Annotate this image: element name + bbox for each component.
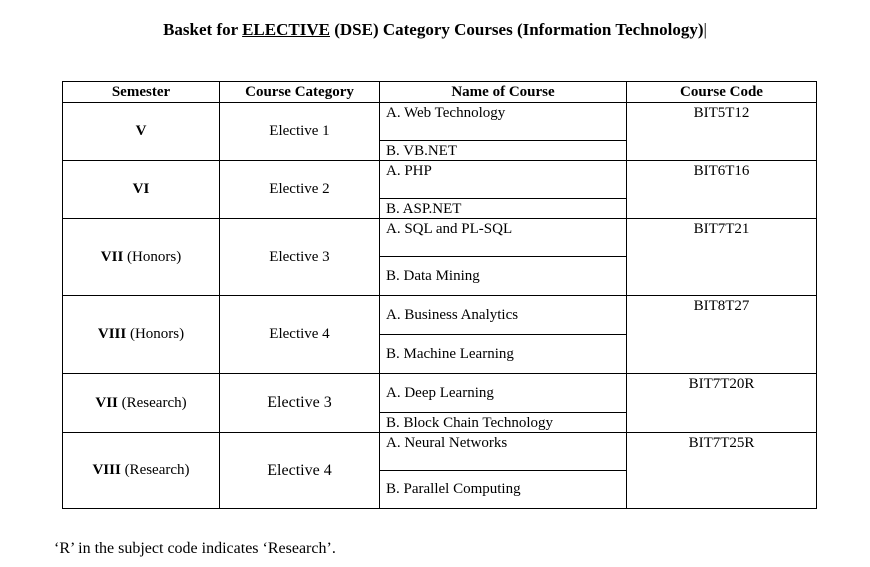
semester-qualifier: (Honors): [126, 326, 185, 342]
title-prefix: Basket for: [163, 20, 243, 39]
category-cell: Elective 2: [220, 161, 380, 219]
course-option-a: A. SQL and PL-SQL: [380, 219, 627, 257]
course-code-cell: BIT5T12: [627, 103, 817, 161]
course-option-a: A. Web Technology: [380, 103, 627, 141]
semester-numeral: VI: [132, 181, 150, 197]
semester-qualifier: (Honors): [123, 248, 182, 265]
semester-qualifier: (Research): [117, 394, 187, 411]
semester-numeral: V: [135, 123, 147, 139]
semester-numeral: VIII: [97, 326, 127, 342]
elective-courses-table: [62, 81, 817, 509]
table-row: [63, 219, 817, 257]
course-option-b: B. ASP.NET: [380, 199, 627, 219]
footnote: ‘R’ in the subject code indicates ‘Research’.: [54, 540, 336, 557]
semester-numeral: VII: [95, 394, 118, 411]
text-cursor: |: [703, 20, 707, 39]
course-option-a: A. Neural Networks: [380, 433, 627, 471]
course-code-cell: BIT7T21: [627, 219, 817, 296]
title-elective-underlined: ELECTIVE: [242, 20, 330, 39]
semester-cell: [63, 103, 220, 161]
course-option-b: B. Block Chain Technology: [380, 413, 627, 433]
table-row: [63, 103, 817, 141]
header-name-of-course: Name of Course: [380, 82, 627, 103]
course-option-a: A. Business Analytics: [380, 296, 627, 335]
header-semester: Semester: [63, 82, 220, 103]
course-option-b: B. Machine Learning: [380, 335, 627, 374]
title-suffix: (DSE) Category Courses (Information Technology): [329, 20, 704, 39]
category-cell: Elective 3: [220, 374, 380, 433]
semester-cell: [63, 219, 220, 296]
semester-cell: [63, 433, 220, 509]
semester-cell: [63, 161, 220, 219]
category-cell: Elective 4: [220, 433, 380, 509]
course-code-cell: BIT7T25R: [627, 433, 817, 509]
header-course-category: Course Category: [220, 82, 380, 103]
course-option-b: B. Data Mining: [380, 257, 627, 296]
course-code-cell: BIT6T16: [627, 161, 817, 219]
course-option-a: A. Deep Learning: [380, 374, 627, 413]
table-row: [63, 296, 817, 335]
table-row: [63, 161, 817, 199]
course-code-cell: BIT7T20R: [627, 374, 817, 433]
semester-numeral: VII: [100, 248, 124, 265]
semester-cell: [63, 296, 220, 374]
semester-numeral: VIII: [92, 462, 121, 478]
page-title: [0, 20, 870, 40]
table-header-row: [63, 82, 817, 103]
category-cell: Elective 4: [220, 296, 380, 374]
course-option-a: A. PHP: [380, 161, 627, 199]
course-code-cell: BIT8T27: [627, 296, 817, 374]
semester-qualifier: (Research): [120, 462, 190, 478]
semester-cell: [63, 374, 220, 433]
category-cell: Elective 3: [220, 219, 380, 296]
header-course-code: Course Code: [627, 82, 817, 103]
course-option-b: B. Parallel Computing: [380, 471, 627, 509]
course-option-b: B. VB.NET: [380, 141, 627, 161]
table-row: [63, 374, 817, 413]
category-cell: Elective 1: [220, 103, 380, 161]
table-row: [63, 433, 817, 471]
